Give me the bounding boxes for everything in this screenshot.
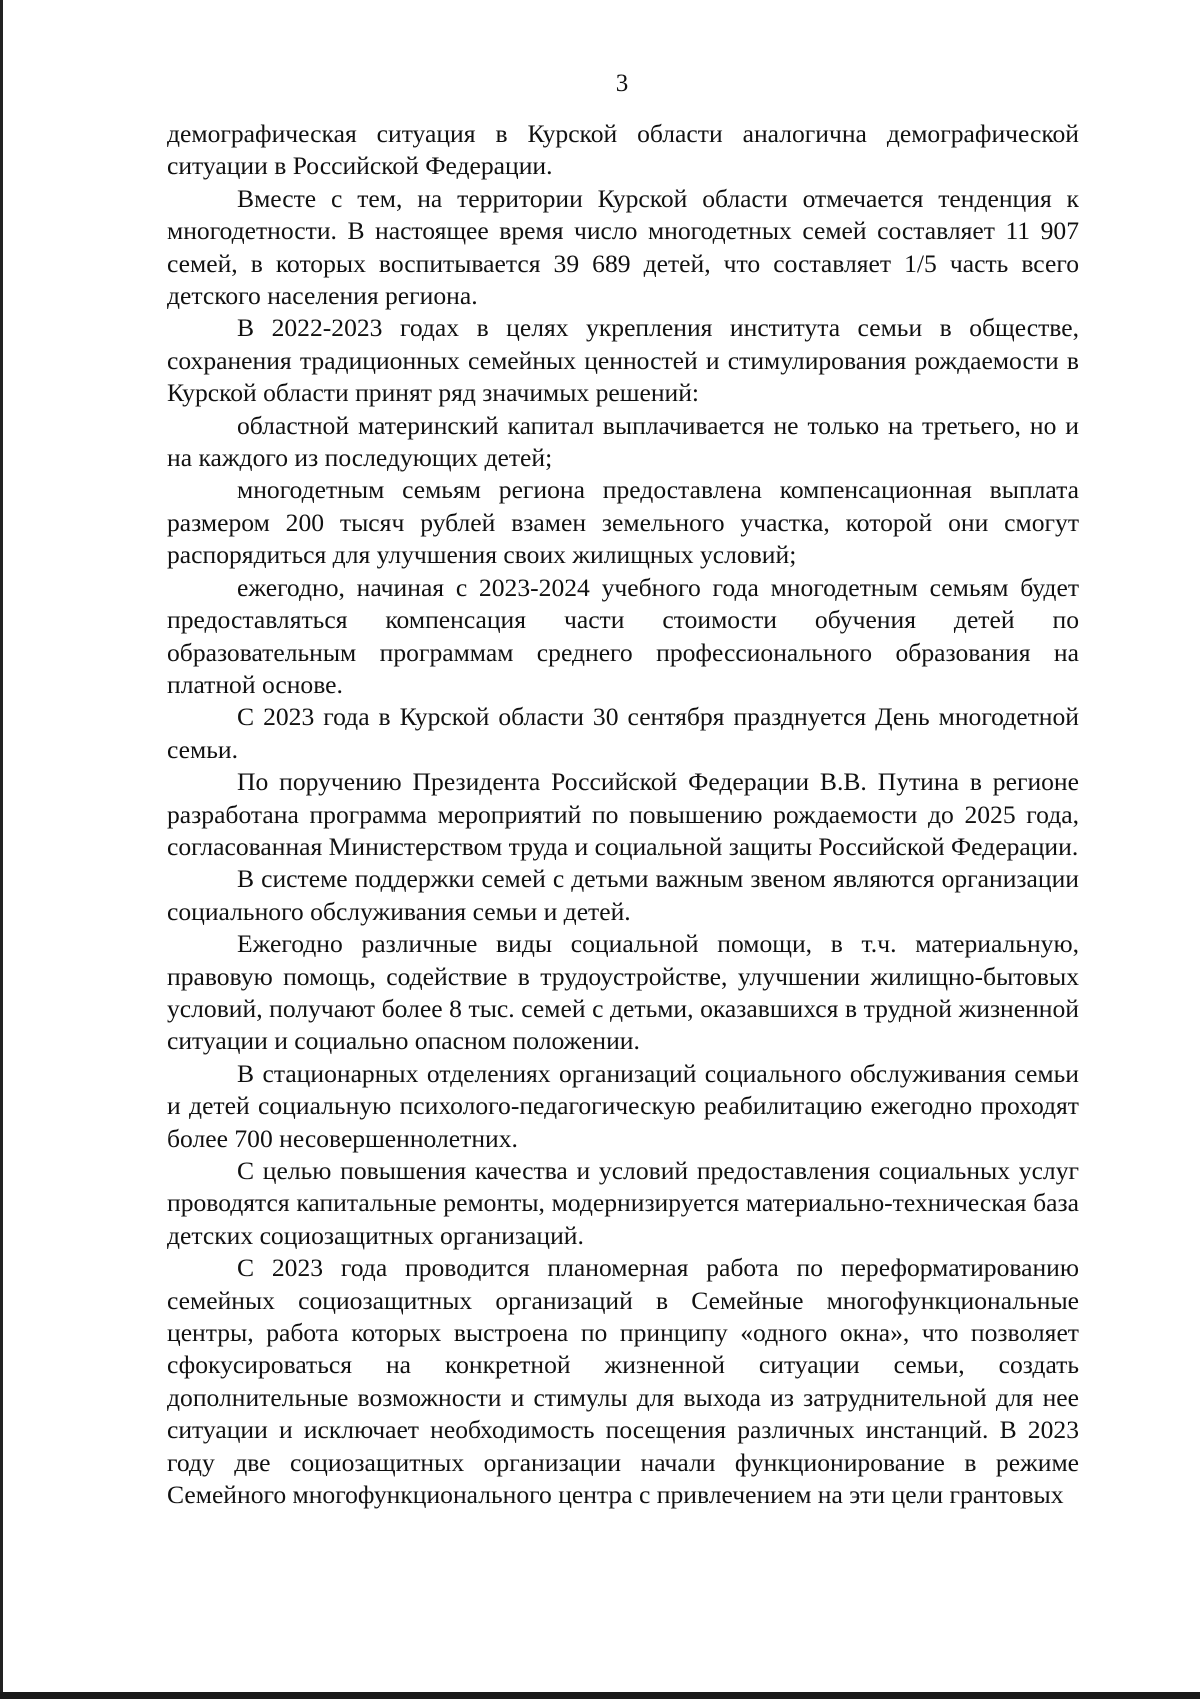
paragraph-large-families-trend: Вместе с тем, на территории Курской области отмечается тенденция к многодетности. В настоящее время число многодетных семей составляет 11 907 семей, в которых воспитывается 39 689 детей, что составляет 1/5 часть всего детского населения региона. (167, 183, 1079, 311)
paragraph-social-assistance: Ежегодно различные виды социальной помощи, в т.ч. материальную, правовую помощь, содействие в трудоустройстве, улучшении жилищно-бытовых условий, получают более 8 тыс. семей с детьми, оказавшихся в трудной жизненной ситуации и социально опасном положении. (167, 929, 1079, 1056)
paragraph-maternity-capital: областной материнский капитал выплачивается не только на третьего, но и на каждого из последующих детей; (167, 410, 1079, 473)
paragraph-education-compensation: ежегодно, начиная с 2023-2024 учебного года многодетным семьям будет предоставляться компенсация части стоимости обучения детей по образовательным программам среднего профессионального образования на платной основе. (167, 572, 1079, 699)
document-body (167, 118, 1079, 1511)
paragraph-decisions-intro: В 2022-2023 годах в целях укрепления института семьи в обществе, сохранения традиционных семейных ценностей и стимулирования рождаемости в Курской области принят ряд значимых решений: (167, 313, 1079, 408)
paragraph-land-compensation: многодетным семьям региона предоставлена компенсационная выплата размером 200 тысяч рублей взамен земельного участка, которой они смогут распорядиться для улучшения своих жилищных условий; (167, 475, 1079, 570)
paragraph-support-system: В системе поддержки семей с детьми важным звеном являются организации социального обслуживания семьи и детей. (167, 864, 1079, 926)
page-number: 3 (615, 70, 629, 97)
paragraph-family-day: С 2023 года в Курской области 30 сентября празднуется День многодетной семьи. (167, 702, 1079, 764)
paragraph-continuation: демографическая ситуация в Курской области аналогична демографической ситуации в Российской Федерации. (167, 119, 1079, 181)
paragraph-birth-rate-program: По поручению Президента Российской Федерации В.В. Путина в регионе разработана программа мероприятий по повышению рождаемости до 2025 года, согласованная Министерством труда и социальной защиты Российской Федерации. (167, 767, 1079, 861)
paragraph-renovations: С целью повышения качества и условий предоставления социальных услуг проводятся капитальные ремонты, модернизируется материально-техническая база детских социозащитных организаций. (167, 1156, 1079, 1250)
scan-edge-left (0, 0, 3, 1699)
paragraph-rehabilitation: В стационарных отделениях организаций социального обслуживания семьи и детей социальную психолого-педагогическую реабилитацию ежегодно проходят более 700 несовершеннолетних. (167, 1058, 1079, 1153)
paragraph-family-centers: С 2023 года проводится планомерная работа по переформатированию семейных социозащитных организаций в Семейные многофункциональные центры, работа которых выстроена по принципу «одного окна», что позволяет сфокусироваться на конкретной жизненной ситуации семьи, создать дополнительные возможности и стимулы для выхода из затруднительной для нее ситуации и исключает необходимость посещения различных инстанций. В 2023 году две социозащитных организации начали функционирование в режиме Семейного многофункционального центра с привлечением на эти цели грантовых (167, 1253, 1079, 1510)
scan-edge-bottom (0, 1692, 1200, 1699)
